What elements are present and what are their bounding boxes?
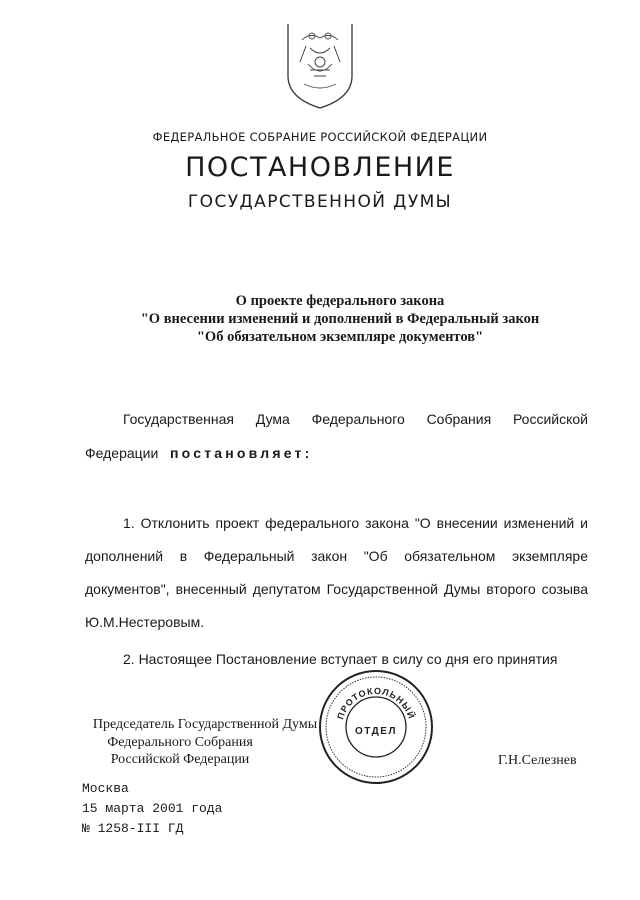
item1-line: 1. Отклонить проект федерального закона "О внесении изменений и (123, 515, 588, 531)
item1-line: документов", внесенный депутатом Государственной Думы второго созыва (85, 581, 588, 597)
preamble-line (85, 445, 312, 461)
document-title: ПОСТАНОВЛЕНИЕ (185, 152, 455, 183)
item1-line: дополнений в Федеральный закон "Об обязательном экземпляре (85, 548, 588, 564)
state-emblem-icon (280, 18, 360, 110)
signatory-title: Российской Федерации (110, 752, 250, 767)
document-subtitle: ГОСУДАРСТВЕННОЙ ДУМЫ (187, 192, 453, 212)
document-number: № 1258-III ГД (82, 821, 184, 836)
signatory-title: Председатель Государственной Думы (92, 717, 318, 732)
signatory-title: Федерального Собрания (107, 735, 253, 750)
stamp-arc-text: ПРОТОКОЛЬНЫЙ (335, 685, 417, 721)
subject-line: "О внесении изменений и дополнений в Федеральный закон (140, 311, 540, 327)
subject-line: О проекте федерального закона (235, 293, 445, 309)
stamp-center-text: ОТДЕЛ (355, 726, 397, 737)
item2-line: 2. Настоящее Постановление вступает в силу со дня его принятия (123, 651, 558, 667)
signatory-name: Г.Н.Селезнев (498, 753, 577, 768)
preamble-line: Государственная Дума Федерального Собрания Российской (123, 411, 588, 427)
organization-name: ФЕДЕРАЛЬНОЕ СОБРАНИЕ РОССИЙСКОЙ ФЕДЕРАЦИИ (152, 130, 488, 144)
svg-text:ПРОТОКОЛЬНЫЙ (335, 686, 417, 721)
item1-line: Ю.М.Нестеровым. (85, 614, 205, 630)
resolves-keyword: постановляет: (169, 445, 313, 461)
subject-line: "Об обязательном экземпляре документов" (196, 329, 484, 345)
document-subject (100, 292, 580, 346)
preamble-text: Федерации (85, 445, 159, 461)
city: Москва (82, 781, 129, 796)
official-stamp-icon (316, 668, 436, 786)
date: 15 марта 2001 года (82, 801, 223, 816)
